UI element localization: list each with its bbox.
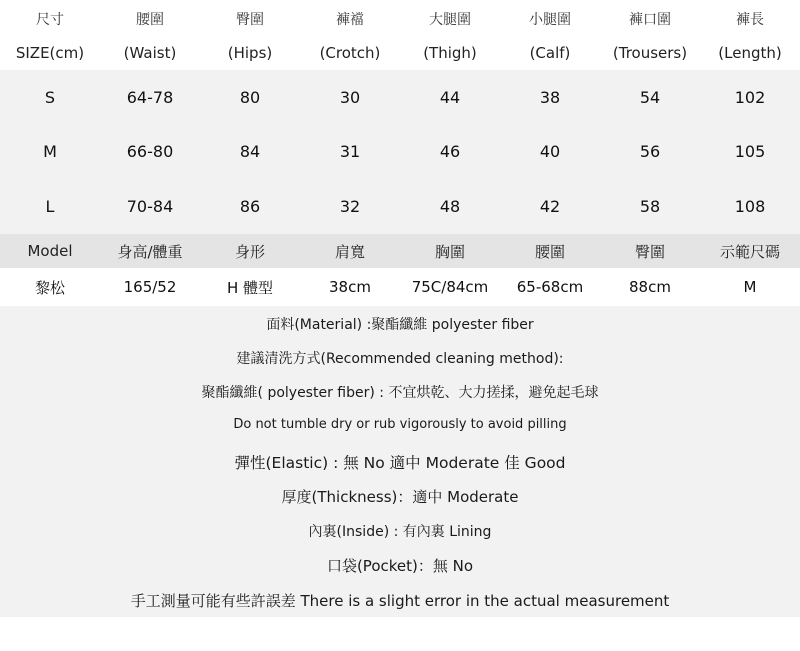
model-hips: 88cm (629, 278, 671, 296)
header-thigh-zh: 大腿圍 (429, 12, 471, 28)
model-table-header (0, 234, 800, 268)
length-value: 108 (734, 196, 766, 216)
crotch-value: 32 (339, 196, 361, 216)
model-bust: 75C/84cm (411, 278, 489, 296)
header-calf-zh: 小腿圍 (529, 12, 571, 28)
waist-value: 70-84 (126, 196, 174, 216)
header-crotch-en: (Crotch) (319, 44, 381, 62)
trousers-value: 56 (639, 142, 661, 162)
crotch-value: 30 (339, 87, 361, 107)
note-inside: 內裏(Inside) : 有內裏 Lining (308, 524, 492, 540)
note-pocket: 口袋(Pocket)：無 No (326, 557, 474, 575)
header-shoulder: 肩寬 (334, 242, 365, 261)
hips-value: 80 (239, 87, 261, 107)
header-length-en: (Length) (718, 44, 782, 62)
thigh-value: 48 (439, 196, 461, 216)
size-label: L (45, 196, 55, 216)
header-crotch-zh: 褲襠 (336, 12, 364, 28)
note-care-zh: 聚酯纖維( polyester fiber) : 不宜烘乾、大力搓揉，避免起毛球 (201, 385, 599, 401)
model-demo-size: M (743, 278, 757, 296)
header-size-en: SIZE(cm) (15, 44, 85, 62)
trousers-value: 58 (639, 196, 661, 216)
model-name: 黎松 (34, 278, 65, 297)
calf-value: 38 (539, 87, 561, 107)
table-row-m (0, 125, 800, 180)
header-length-zh: 褲長 (736, 12, 764, 28)
header-calf-en: (Calf) (529, 44, 571, 62)
header-hips-zh: 臀圍 (236, 12, 264, 28)
note-care-en: Do not tumble dry or rub vigorously to avoid pilling (233, 417, 567, 432)
header-waist-zh: 腰圍 (136, 12, 164, 28)
header-trousers-zh: 褲口圍 (629, 12, 671, 28)
size-table-header-en (0, 36, 800, 70)
length-value: 105 (734, 142, 766, 162)
model-waist: 65-68cm (516, 278, 584, 296)
header-body-shape: 身形 (234, 242, 265, 261)
trousers-value: 54 (639, 87, 661, 107)
thigh-value: 46 (439, 142, 461, 162)
product-notes (0, 306, 800, 617)
header-trousers-en: (Trousers) (612, 44, 688, 62)
header-waist: 腰圍 (534, 242, 565, 261)
length-value: 102 (734, 87, 766, 107)
calf-value: 40 (539, 142, 561, 162)
waist-value: 66-80 (126, 142, 174, 162)
hips-value: 84 (239, 142, 261, 162)
model-height-weight: 165/52 (123, 278, 177, 296)
model-body-shape: H 體型 (226, 278, 274, 297)
header-model: Model (27, 242, 73, 260)
waist-value: 64-78 (126, 87, 174, 107)
model-table-row (0, 268, 800, 306)
header-size-zh: 尺寸 (36, 12, 64, 28)
header-waist-en: (Waist) (123, 44, 177, 62)
header-hips-en: (Hips) (227, 44, 273, 62)
calf-value: 42 (539, 196, 561, 216)
table-row-s (0, 70, 800, 125)
table-row-l (0, 179, 800, 234)
note-elastic: 彈性(Elastic) : 無 No 適中 Moderate 佳 Good (234, 454, 566, 472)
note-material: 面料(Material) :聚酯纖維 polyester fiber (266, 317, 534, 333)
header-hips: 臀圍 (634, 242, 665, 261)
hips-value: 86 (239, 196, 261, 216)
size-label: S (44, 87, 56, 107)
model-shoulder: 38cm (329, 278, 371, 296)
size-table-body (0, 70, 800, 234)
header-height-weight: 身高/體重 (117, 242, 183, 261)
crotch-value: 31 (339, 142, 361, 162)
size-table-header-zh (0, 0, 800, 36)
thigh-value: 44 (439, 87, 461, 107)
header-bust: 胸圍 (434, 242, 465, 261)
note-cleaning-method: 建議清洗方式(Recommended cleaning method): (236, 351, 564, 367)
header-thigh-en: (Thigh) (423, 44, 477, 62)
header-demo-size: 示範尺碼 (719, 242, 780, 261)
note-thickness: 厚度(Thickness)：適中 Moderate (281, 488, 519, 506)
note-measurement: 手工測量可能有些許誤差 There is a slight error in the actual measurement (130, 592, 670, 610)
size-label: M (43, 142, 57, 162)
